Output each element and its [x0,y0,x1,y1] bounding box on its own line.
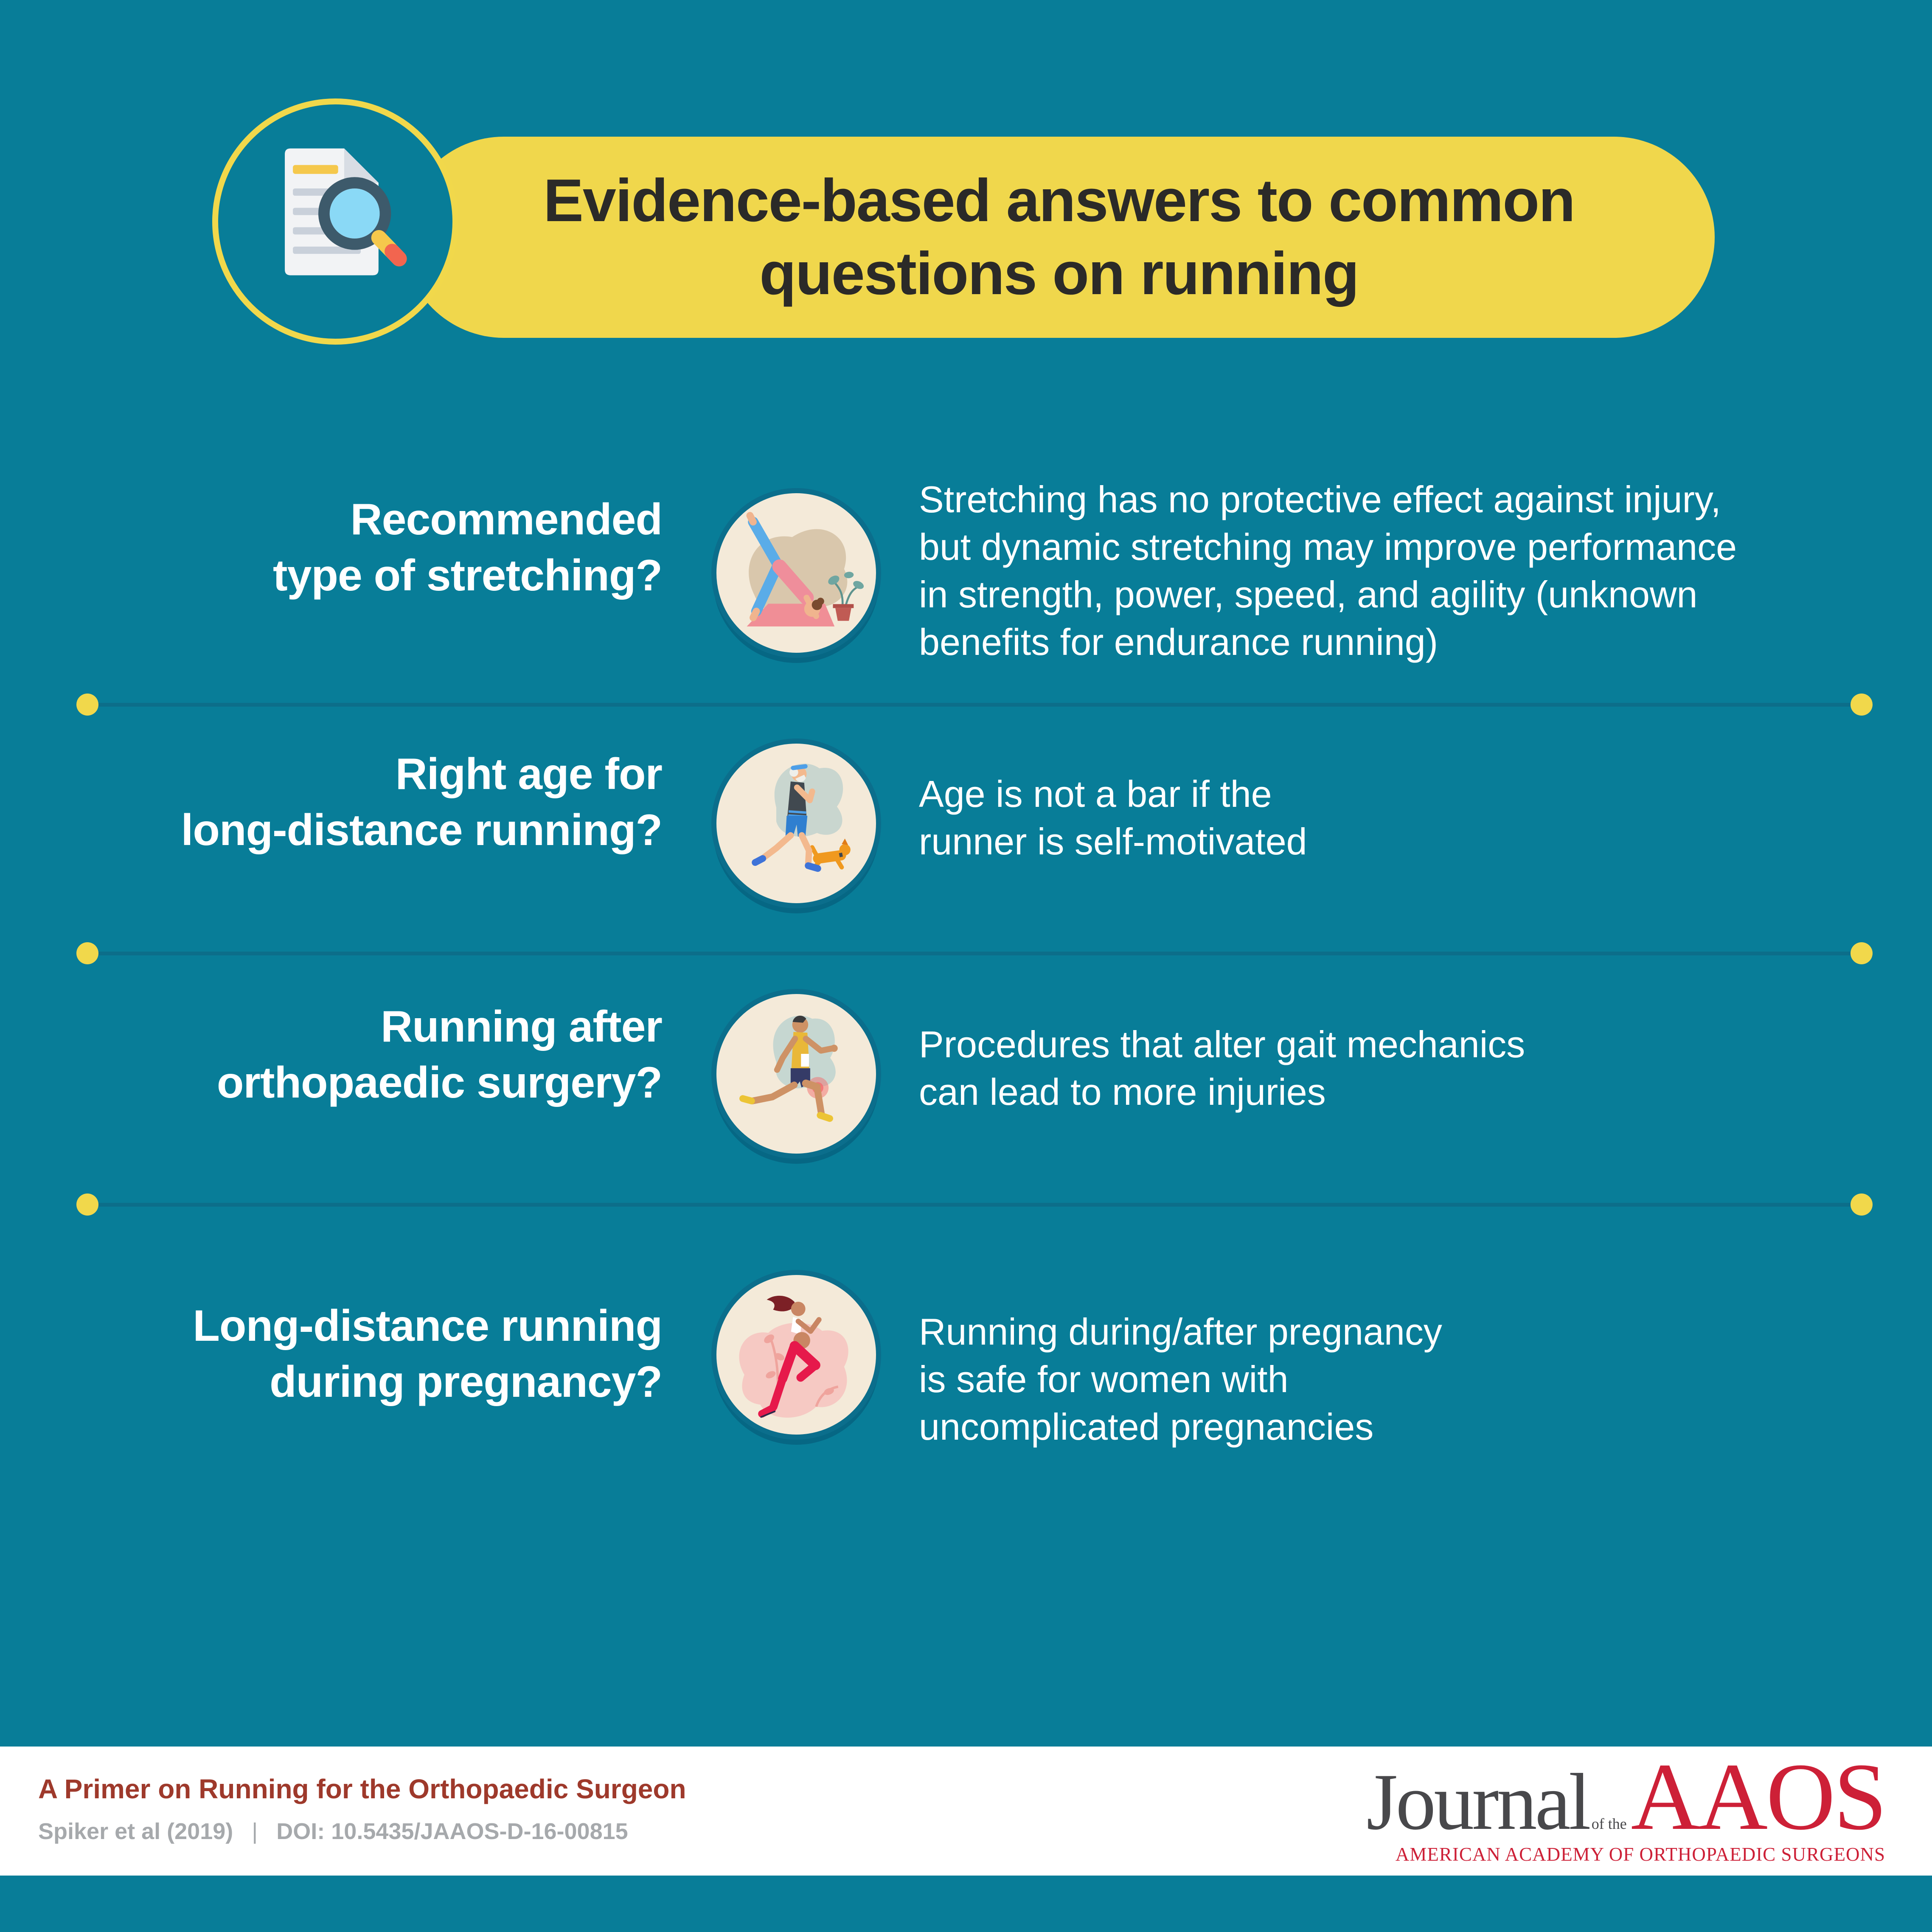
citation-authors: Spiker et al (2019) [38,1819,233,1844]
yoga-stretching-illustration [711,488,881,658]
citation-separator: | [252,1819,258,1844]
answer-pregnancy: Running during/after pregnancy is safe for women with uncomplicated pregnancies [919,1311,1442,1448]
senior-runner-dog-icon [716,744,876,903]
question-pregnancy: Long-distance running during pregnancy? [193,1301,662,1407]
document-search-icon [218,104,452,339]
divider-dot-left-3 [76,1193,98,1216]
header-badge [212,98,458,345]
question-after-surgery: Running after orthopaedic surgery? [216,1002,662,1107]
title-banner [403,137,1715,338]
answer-right-age: Age is not a bar if the runner is self-motivated [919,773,1307,862]
divider-line-1 [98,703,1851,707]
footer-citation [38,1818,628,1845]
pregnant-runner-illustration [711,1270,881,1440]
runner-knee-injury-icon [716,994,876,1154]
logo-journal-text: Journal [1366,1758,1589,1847]
answer-stretching: Stretching has no protective effect against injury, but dynamic stretching may improve performance in strength, power, speed, and agility (unknown benefits for endurance running) [919,478,1737,663]
logo-of-the-text: of the [1591,1815,1627,1832]
senior-runner-dog-illustration [711,739,881,908]
divider-line-3 [98,1203,1851,1207]
page-title-line2: questions on running [759,240,1359,307]
divider-line-2 [98,952,1851,955]
divider-dot-left-2 [76,942,98,964]
divider-dot-right-2 [1851,942,1873,964]
question-stretching: Recommended type of stretching? [272,495,662,600]
jaaos-logo-top [1366,1744,1885,1850]
answer-after-surgery: Procedures that alter gait mechanics can lead to more injuries [919,1023,1525,1113]
page-title-line1: Evidence-based answers to common [543,167,1575,234]
runner-knee-injury-illustration [711,989,881,1159]
footer-article-title: A Primer on Running for the Orthopaedic Surgeon [38,1774,686,1804]
jaaos-logo [1366,1744,1885,1865]
bottom-bar [0,1876,1932,1932]
citation-doi: DOI: 10.5435/JAAOS-D-16-00815 [276,1819,628,1844]
divider-dot-right-1 [1851,694,1873,716]
divider-dot-left-1 [76,694,98,716]
divider-dot-right-3 [1851,1193,1873,1216]
yoga-stretching-icon [716,493,876,653]
logo-aaos-text: AAOS [1631,1744,1885,1850]
logo-subtitle: AMERICAN ACADEMY OF ORTHOPAEDIC SURGEONS [1395,1844,1885,1865]
question-right-age: Right age for long-distance running? [181,750,662,855]
pregnant-runner-icon [716,1275,876,1435]
